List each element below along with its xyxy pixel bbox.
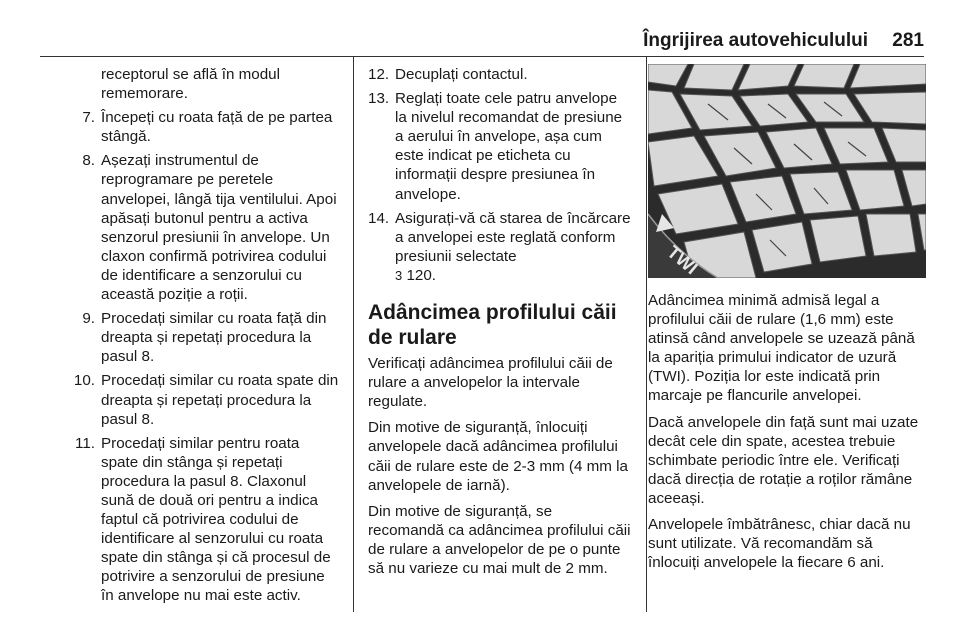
list-item	[368, 89, 632, 204]
item-text: Decuplați contactul.	[395, 66, 528, 83]
paragraph: Din motive de siguranță, înlocuiți anvelopele dacă adâncimea profilului căii de rulare este de 2-3 mm (4 mm la anvelopele de iarnă).	[368, 419, 628, 494]
item-number: 12.	[368, 66, 390, 83]
item-text: Procedați similar cu roata spate din dreapta și repetați procedura la pasul 8.	[101, 372, 339, 428]
section-heading: Adâncimea profilului căii de rulare	[368, 301, 617, 350]
list-item	[368, 209, 632, 285]
item-text: Începeți cu roata față de pe partea stângă.	[101, 109, 333, 146]
page-number: 281	[892, 30, 924, 51]
list-item-continuation: receptorul se află în modul rememorare.	[101, 66, 280, 103]
list-item	[40, 151, 340, 304]
list-item	[40, 371, 340, 428]
paragraph: Din motive de siguranță, se recomandă ca adâncimea profilului căii de rulare a anvelopelor de pe o punte să nu varieze cu mai mult de 2 mm.	[368, 502, 631, 577]
list-item	[368, 65, 632, 84]
list-item	[40, 309, 340, 366]
item-text: Procedați similar pentru roata spate din stânga și repetați procedura la pasul 8. Claxonul sună de două ori pentru a indica faptul că potrivirea codului de identificare al senzorului cu roata spate din stânga și că procesul de potrivire a senzorului de presiune în anvelope nu mai este activ.	[101, 434, 331, 605]
paragraph: Dacă anvelopele din față sunt mai uzate decât cele din spate, acestea trebuie schimbate periodic între ele. Verificați dacă direcția de rotație a roților rămâne aceeași.	[648, 413, 919, 507]
column-right	[648, 291, 926, 579]
section-title: Îngrijirea autovehiculului	[643, 30, 868, 51]
column-middle	[368, 65, 632, 585]
header-rule	[40, 56, 924, 57]
twi-label: TWI	[663, 241, 702, 278]
paragraph: Verificați adâncimea profilului căii de rulare a anvelopelor la intervale regulate.	[368, 355, 613, 411]
item-number: 9.	[82, 310, 95, 328]
list-item	[40, 108, 340, 146]
item-number: 11.	[75, 434, 95, 452]
item-number: 14.	[368, 209, 390, 227]
item-number: 13.	[368, 90, 390, 108]
paragraph: Anvelopele îmbătrânesc, chiar dacă nu sunt utilizate. Vă recomandăm să înlocuiți anvelopele la fiecare 6 ani.	[648, 516, 911, 572]
page-ref-symbol: 3	[395, 267, 403, 283]
item-number: 10.	[73, 372, 95, 390]
item-text: Asigurați-vă că starea de încărcare a anvelopei este reglată conform presiunii selectate	[395, 209, 631, 265]
page-ref-link[interactable]: 120.	[406, 266, 437, 284]
column-divider	[646, 57, 647, 612]
paragraph: Adâncimea minimă admisă legal a profilului căii de rulare (1,6 mm) este atinsă când anvelopele se uzează până la apariția primului indicator de uzură (TWI). Poziția lor este indicată prin marcaje pe flancurile anvelopei.	[648, 292, 915, 405]
item-text: Reglați toate cele patru anvelope la nivelul recomandat de presiune a aerului în anvelope, așa cum este indicat pe eticheta cu informații despre presiunea în anvelope.	[395, 90, 623, 203]
item-text: Procedați similar cu roata față din dreapta și repetați procedura la pasul 8.	[101, 310, 327, 366]
item-number: 8.	[82, 152, 95, 170]
list-item	[40, 434, 340, 606]
item-text: Așezați instrumentul de reprogramare pe peretele anvelopei, lângă tija ventilului. Apoi apăsați butonul pentru a activa senzorul presiunii în anvelope. Un claxon confirmă potrivirea codului de identificare a senzorului cu această poziție a roții.	[101, 152, 337, 304]
tire-tread-illustration	[648, 64, 926, 278]
column-divider	[353, 57, 354, 612]
item-number: 7.	[82, 109, 95, 127]
column-left	[40, 65, 340, 611]
